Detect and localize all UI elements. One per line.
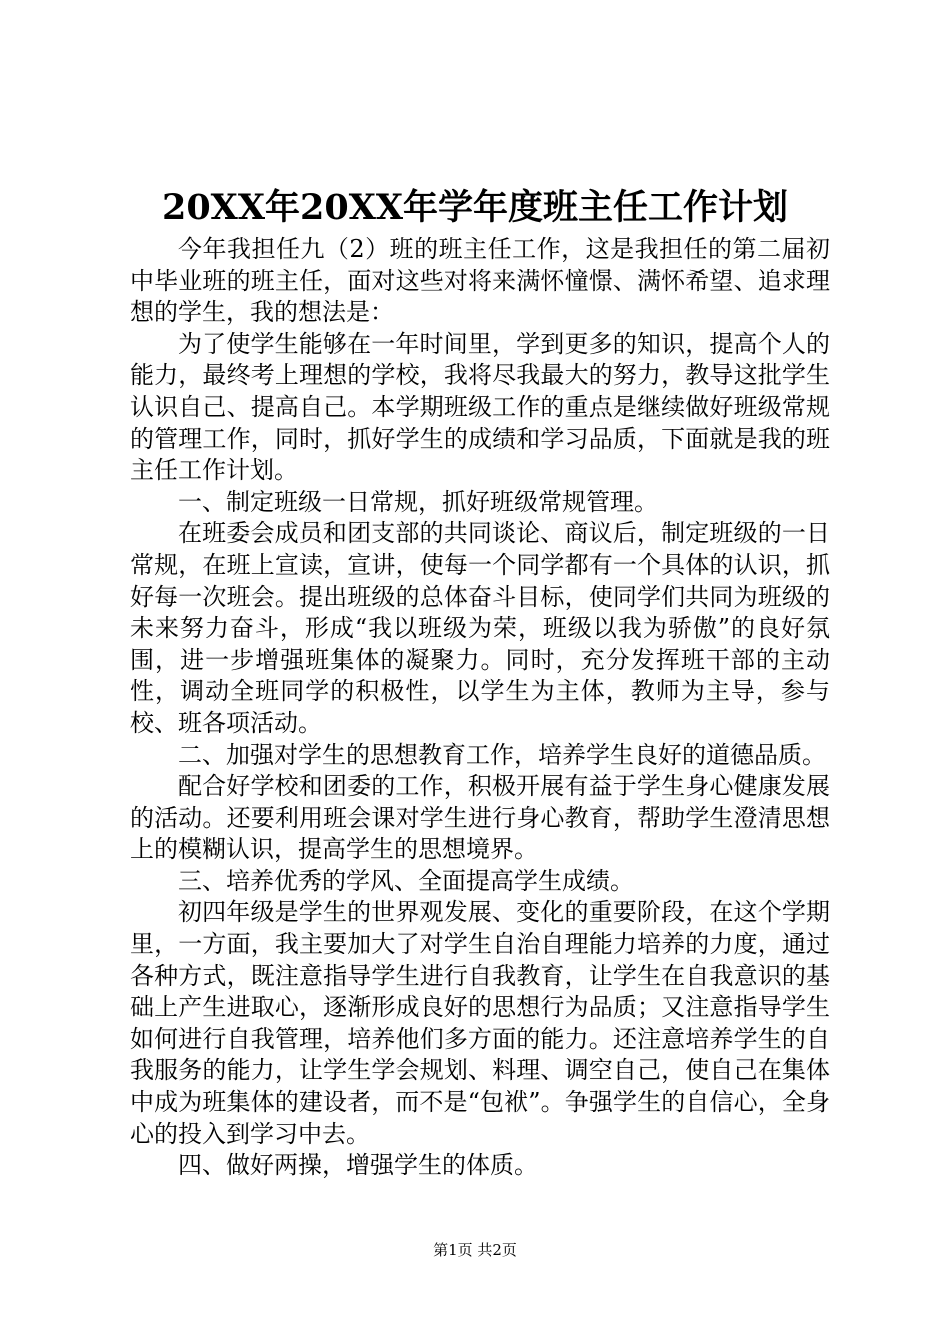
section-heading-4: 四、做好两操，增强学生的体质。 — [178, 1151, 538, 1180]
section-heading-3: 三、培养优秀的学风、全面提高学生成绩。 — [178, 866, 634, 895]
section-heading-2: 二、加强对学生的思想教育工作，培养学生良好的道德品质。 — [178, 740, 826, 769]
paragraph-section-2: 配合好学校和团委的工作，积极开展有益于学生身心健康发展的活动。还要利用班会课对学生进行身心教育，帮助学生澄清思想上的模糊认识，提高学生的思想境界。 — [130, 772, 830, 864]
paragraph-intro: 今年我担任九（2）班的班主任工作，这是我担任的第二届初中毕业班的班主任，面对这些对将来满怀憧憬、满怀希望、追求理想的学生，我的想法是： — [130, 235, 830, 327]
document-title: 20XX年20XX年学年度班主任工作计划 — [161, 187, 789, 228]
document-body — [130, 234, 830, 1182]
page-footer: 第1页 共2页 — [433, 1241, 517, 1259]
paragraph-goal: 为了使学生能够在一年时间里，学到更多的知识，提高个人的能力，最终考上理想的学校，我将尽我最大的努力，教导这批学生认识自己、提高自己。本学期班级工作的重点是继续做好班级常规的管理工作，同时，抓好学生的成绩和学习品质，下面就是我的班主任工作计划。 — [130, 329, 830, 485]
section-heading-1: 一、制定班级一日常规，抓好班级常规管理。 — [178, 487, 658, 516]
paragraph-section-1: 在班委会成员和团支部的共同谈论、商议后，制定班级的一日常规，在班上宣读，宣讲，使每一个同学都有一个具体的认识，抓好每一次班会。提出班级的总体奋斗目标，使同学们共同为班级的未来努力奋斗，形成“我以班级为荣，班级以我为骄傲”的良好氛围，进一步增强班集体的凝聚力。同时，充分发挥班干部的主动性，调动全班同学的积极性，以学生为主体，教师为主导，参与校、班各项活动。 — [130, 519, 830, 737]
paragraph-section-3: 初四年级是学生的世界观发展、变化的重要阶段，在这个学期里，一方面，我主要加大了对学生自治自理能力培养的力度，通过各种方式，既注意指导学生进行自我教育，让学生在自我意识的基础上产生进取心，逐渐形成良好的思想行为品质；又注意指导学生如何进行自我管理，培养他们多方面的能力。还注意培养学生的自我服务的能力，让学生学会规划、料理、调空自己，使自己在集体中成为班集体的建设者，而不是“包袱”。争强学生的自信心，全身心的投入到学习中去。 — [130, 898, 830, 1148]
